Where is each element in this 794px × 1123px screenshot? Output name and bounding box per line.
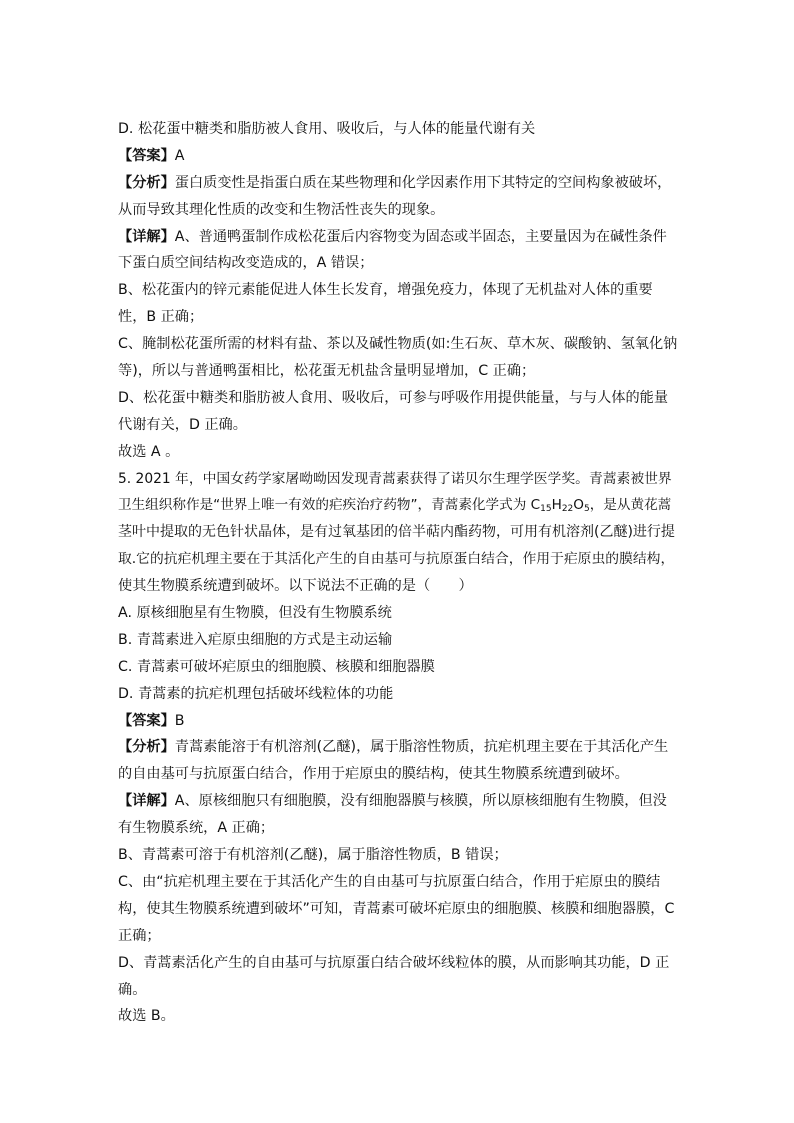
formula-subscript: 5 [583,504,590,515]
detail-tag: 【详解】 [118,228,175,245]
analysis-text: 蛋白质变性是指蛋白质在某些物理和化学因素作用下其特定的空间构象被破坏， [174,174,672,191]
q4-analysis-line-2: 从而导致其理化性质的改变和生物活性丧失的现象。 [118,201,445,218]
q5-detail-line-6: 正确； [118,927,161,944]
analysis-text: 青蒿素能溶于有机溶剂(乙醚)，属于脂溶性物质，抗疟机理主要在于其活化产生 [174,739,669,756]
q5-stem-line-3: 茎叶中提取的无色针状晶体，是有过氧基团的倍半萜内酯药物，可用有机溶剂(乙醚)进行提 [118,524,675,541]
q5-stem-line-1: 5. 2021 年，中国女药学家屠呦呦因发现青蒿素获得了诺贝尔生理学医学奖。青蒿素被世界 [118,470,672,487]
q5-stem-line-2 [118,492,678,519]
answer-tag: 【答案】 [118,712,175,729]
q5-option-b: B. 青蒿素进入疟原虫细胞的方式是主动运输 [118,631,393,648]
q4-conclusion: 故选 A 。 [118,443,180,460]
q4-analysis-line-1 [118,170,678,197]
q5-analysis-line-2: 的自由基可与抗原蛋白结合，作用于疟原虫的膜结构，使其生物膜系统遭到破坏。 [118,766,629,783]
q5-detail-line-4: C、由“抗疟机理主要在于其活化产生的自由基可与抗原蛋白结合，作用于疟原虫的膜结 [118,873,661,890]
q5-detail-line-8: 确。 [118,981,147,998]
formula-subscript: 15 [540,504,552,515]
answer-tag: 【答案】 [118,147,175,164]
detail-tag: 【详解】 [118,793,175,810]
q5-option-c: C. 青蒿素可破坏疟原虫的细胞膜、核膜和细胞器膜 [118,658,435,675]
formula-subscript: 22 [561,504,574,515]
detail-text: A、普通鸭蛋制作成松花蛋后内容物变为固态或半固态，主要量因为在碱性条件 [174,228,667,245]
q4-detail-line-6: 等)，所以与普通鸭蛋相比，松花蛋无机盐含量明显增加，C 正确； [118,363,536,380]
q4-detail-line-7: D、松花蛋中糖类和脂肪被人食用、吸收后，可参与呼吸作用提供能量，与与人体的能量 [118,389,669,406]
q4-option-d: D. 松花蛋中糖类和脂肪被人食用、吸收后，与人体的能量代谢有关 [118,121,536,137]
formula-element: H [551,497,562,514]
q5-option-d: D. 青蒿素的抗疟机理包括破坏线粒体的功能 [118,685,394,702]
q5-analysis-line-1 [118,734,678,761]
q4-detail-line-5: C、腌制松花蛋所需的材料有盐、茶以及碱性物质(如:生石灰、草木灰、碳酸钠、氢氧化钠 [118,336,678,353]
answer-value: B [174,712,185,729]
q5-option-a: A. 原核细胞星有生物膜，但没有生物膜系统 [118,605,392,622]
q4-detail-line-2: 下蛋白质空间结构改变造成的，A 错误； [118,255,374,272]
stem-text: ，是从黄花蒿 [589,497,672,514]
q5-detail-line-5: 构，使其生物膜系统遭到破坏”可知，青蒿素可破坏疟原虫的细胞膜、核膜和细胞器膜，C [118,900,675,917]
document-page [118,116,678,1030]
q5-stem-line-5: 使其生物膜系统遭到破坏。以下说法不正确的是（ ） [118,578,473,595]
formula-element: O [573,497,584,514]
analysis-tag: 【分析】 [118,174,175,191]
q5-detail-line-2: 有生物膜系统，A 正确； [118,820,275,837]
q5-detail-line-3: B、青蒿素可溶于有机溶剂(乙醚)，属于脂溶性物质，B 错误； [118,847,508,864]
q5-stem-line-4: 取.它的抗疟机理主要在于其活化产生的自由基可与抗原蛋白结合，作用于疟原虫的膜结构， [118,551,675,568]
q4-detail-line-1 [118,224,678,251]
stem-text: 卫生组织称作是“世界上唯一有效的疟疾治疗药物”，青蒿素化学式为 C [118,497,541,514]
answer-value: A [174,147,185,164]
q4-detail-line-4: 性，B 正确； [118,309,204,326]
q4-detail-line-8: 代谢有关，D 正确。 [118,416,247,433]
q4-detail-line-3: B、松花蛋内的锌元素能促进人体生长发育，增强免疫力，体现了无机盐对人体的重要 [118,282,653,299]
analysis-tag: 【分析】 [118,739,175,756]
detail-text: A、原核细胞只有细胞膜，没有细胞器膜与核膜，所以原核细胞有生物膜，但没 [174,793,667,810]
q5-conclusion: 故选 B。 [118,1008,175,1025]
q5-detail-line-7: D、青蒿素活化产生的自由基可与抗原蛋白结合破坏线粒体的膜，从而影响其功能，D 正 [118,954,670,971]
q5-answer [118,708,678,735]
q5-detail-line-1 [118,788,678,815]
q4-answer [118,143,678,170]
